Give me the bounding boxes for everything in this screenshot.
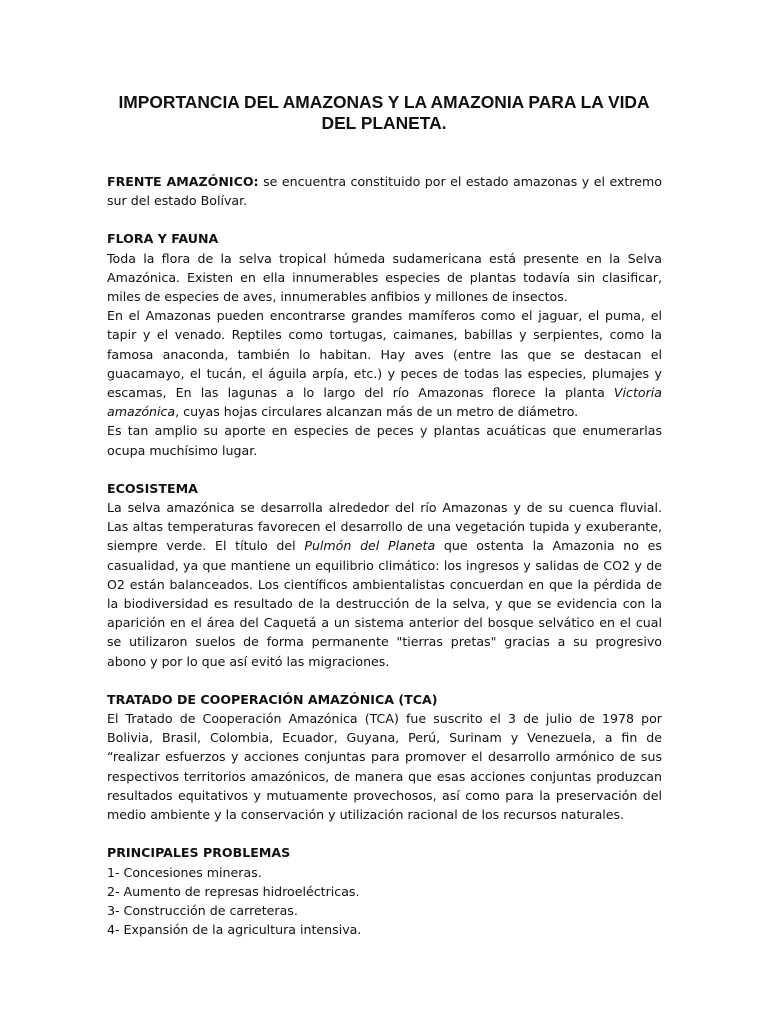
section-tratado [107,690,662,824]
list-item: 4- Expansión de la agricultura intensiva. [107,922,362,938]
flora-fauna-paragraph-2 [107,306,662,421]
list-item: 3- Construcción de carreteras. [107,902,298,918]
victoria-amazonica-term: Victoria amazónica [107,385,662,420]
frente-heading: FRENTE AMAZÓNICO: [107,174,259,189]
tratado-heading: TRATADO DE COOPERACIÓN AMAZÓNICA (TCA) [107,691,438,707]
flora-fauna-paragraph-3: Es tan amplio su aporte en especies de peces y plantas acuáticas que enumerarlas ocupa muchísimo lugar. [107,423,662,458]
section-frente-amazonico [107,172,662,210]
section-problemas [107,843,662,939]
frente-text: se encuentra constituido por el estado amazonas y el extremo sur del estado Bolívar. [107,174,662,209]
pulmon-del-planeta-term: Pulmón del Planeta [304,538,436,554]
ecosistema-text: La selva amazónica se desarrolla alrededor del río Amazonas y de su cuenca fluvial. Las altas temperaturas favorecen el desarrollo de una vegetación tupida y exuberante, siempre verde. El título del [107,500,662,554]
flora-fauna-heading: FLORA Y FAUNA [107,231,219,247]
document-body [107,172,662,958]
problemas-heading: PRINCIPALES PROBLEMAS [107,845,291,861]
flora-fauna-p2-text: En el Amazonas pueden encontrarse grandes mamíferos como el jaguar, el puma, el tapir y el venado. Reptiles como tortugas, caimanes, babillas y serpientes, como la famosa anaconda, también lo habitan. Hay aves (entre las que se destacan el guacamayo, el tucán, el águila arpía, etc.) y peces de todas las especies, plumajes y escamas, En las lagunas a lo largo del río Amazonas florece la planta [107,308,662,401]
section-flora-fauna [107,229,662,459]
list-item: 1- Concesiones mineras. [107,864,262,880]
frente-paragraph [107,172,662,210]
problemas-list [107,863,662,940]
ecosistema-paragraph [107,498,662,671]
list-item: 2- Aumento de represas hidroeléctricas. [107,883,360,899]
ecosistema-tail: que ostenta la Amazonia no es casualidad, ya que mantiene un equilibrio climático: los ingresos y salidas de CO2 y de O2 están balanceados. Los científicos ambientalistas concuerdan en que la pérdida de la biodiversidad es resultado de la destrucción de la selva, y que se evidencia con la aparición en el área del Caquetá a un sistema anterior del bosque selvático en el cual se utilizaron suelos de forma permanente "tierras pretas" gracias a su progresivo abono y por lo que así evitó las migraciones. [107,538,662,669]
flora-fauna-p2-tail: , cuyas hojas circulares alcanzan más de un metro de diámetro. [175,404,579,420]
document-title: IMPORTANCIA DEL AMAZONAS Y LA AMAZONIA PARA LA VIDA DEL PLANETA. [118,92,650,133]
ecosistema-heading: ECOSISTEMA [107,480,198,496]
tratado-paragraph: El Tratado de Cooperación Amazónica (TCA) fue suscrito el 3 de julio de 1978 por Bolivia, Brasil, Colombia, Ecuador, Guyana, Perú, Surinam y Venezuela, a fin de “realizar esfuerzos y acciones conjuntas para promover el desarrollo armónico de sus respectivos territorios amazónicos, de manera que esas acciones conjuntas produzcan resultados equitativos y mutuamente provechosos, así como para la preservación del medio ambiente y la conservación y utilización racional de los recursos naturales. [107,711,662,823]
section-ecosistema [107,479,662,671]
flora-fauna-paragraph-1: Toda la flora de la selva tropical húmeda sudamericana está presente en la Selva Amazónica. Existen en ella innumerables especies de plantas todavía sin clasificar, miles de especies de aves, innumerables anfibios y millones de insectos. [107,250,662,305]
